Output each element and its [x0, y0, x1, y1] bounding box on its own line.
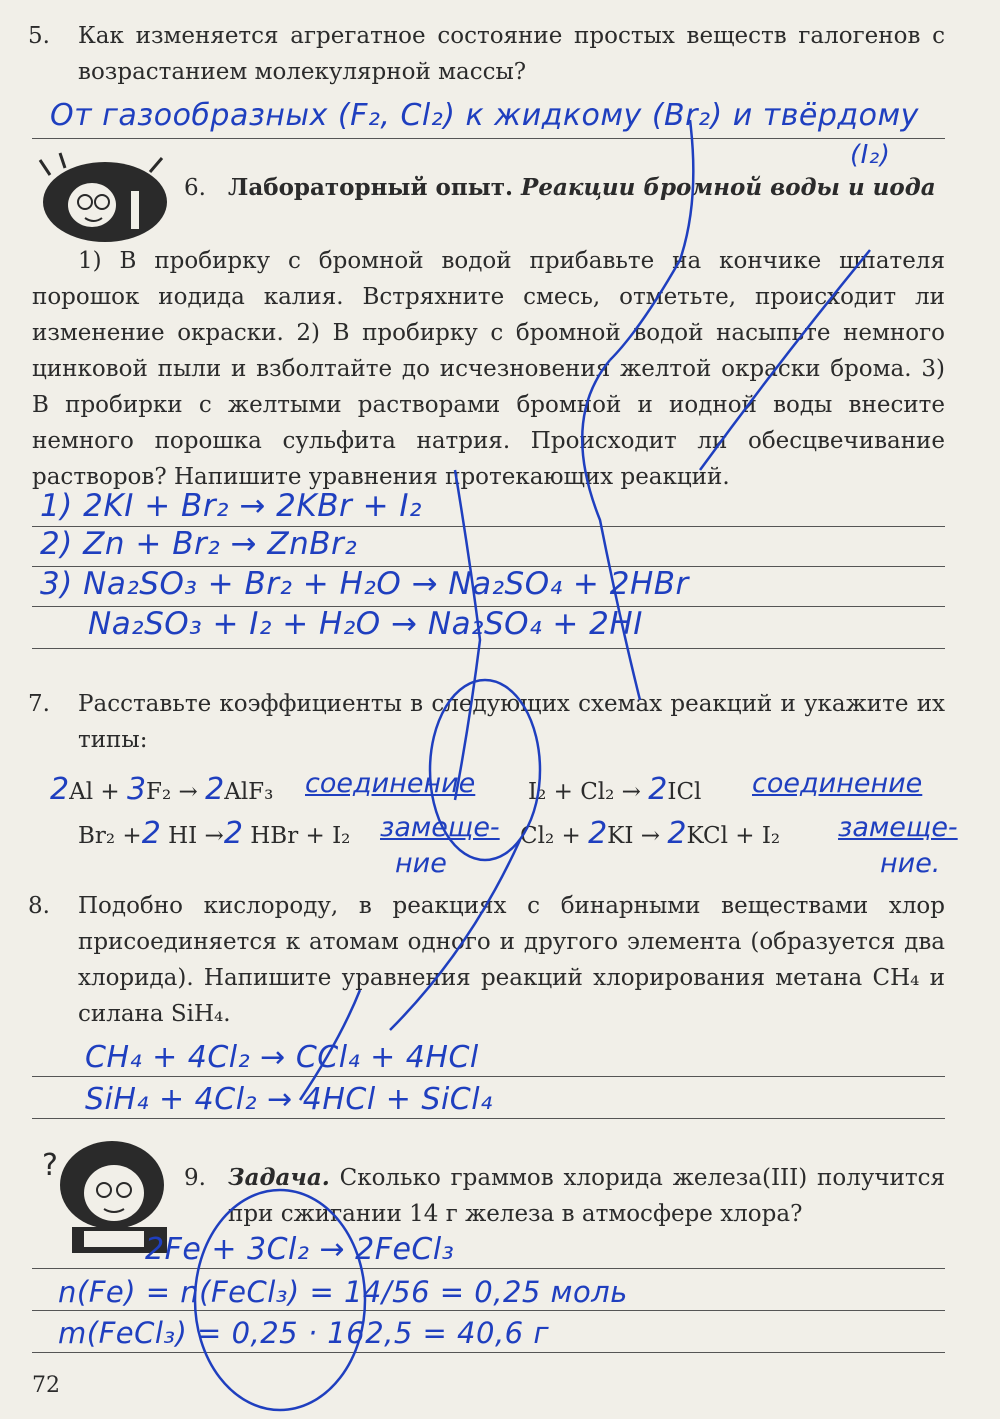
coefficient: 2	[667, 816, 687, 851]
question-5	[28, 18, 945, 90]
task-label: Задача.	[228, 1164, 330, 1191]
answer-9-line-3: m(FeCl₃) = 0,25 · 162,5 = 40,6 г	[58, 1316, 550, 1350]
question-number: 8.	[28, 893, 50, 919]
answer-line	[32, 1352, 945, 1353]
reaction-type-continued: ние.	[880, 848, 941, 879]
equation-row-1b: I₂ + Cl₂ → 2ICl	[528, 772, 702, 807]
reaction-type: замеще-	[838, 812, 958, 843]
svg-text:?: ?	[42, 1148, 58, 1183]
reaction-type: соединение	[305, 768, 476, 799]
question-6-body: 1) В пробирку с бромной водой прибавьте на кончике шпателя порошок иодида калия. Встряхните смесь, отметьте, происходит ли изменение окраски. 2) В пробирку с бромной водой насыпьте немного цинковой пыли и взболтайте до исчезновения желтой окраски брома. 3) В пробирки с желтыми растворами бромной и иодной воды внесите немного порошка сульфита натрия. Происходит ли обесцвечивание растворов? Напишите уравнения протекающих реакций.	[32, 248, 945, 490]
answer-5-line-1: От газообразных (F₂, Cl₂) к жидкому (Br₂) и твёрдому	[50, 98, 919, 133]
coefficient: 2	[588, 816, 608, 851]
question-9	[184, 1160, 945, 1232]
question-number: 5.	[28, 23, 50, 49]
answer-6-line-1: 1) 2KI + Br₂ → 2KBr + I₂	[40, 488, 422, 524]
answer-line	[32, 138, 945, 139]
question-title: Лабораторный опыт.	[228, 174, 514, 201]
equation-row-2: Br₂ +2 HI →2 HBr + I₂	[78, 816, 351, 851]
question-number: 9.	[184, 1165, 206, 1191]
answer-9-line-2: n(Fe) = n(FeCl₃) = 14/56 = 0,25 моль	[58, 1275, 628, 1309]
reaction-type: соединение	[752, 768, 923, 799]
answer-6-line-4: Na₂SO₃ + I₂ + H₂O → Na₂SO₄ + 2HI	[88, 606, 643, 642]
coefficient: 2	[223, 816, 243, 851]
answer-6-line-3: 3) Na₂SO₃ + Br₂ + H₂O → Na₂SO₄ + 2HBr	[40, 566, 689, 602]
reaction-type: замеще-	[380, 812, 500, 843]
question-number: 6.	[184, 175, 206, 201]
coefficient: 2	[648, 772, 668, 807]
question-number: 7.	[28, 691, 50, 717]
show-through-text	[540, 205, 546, 226]
question-text: Как изменяется агрегатное состояние простых веществ галогенов с возрастанием молекулярной массы?	[78, 23, 945, 85]
answer-line	[32, 1076, 945, 1077]
coefficient: 2	[205, 772, 225, 807]
question-6	[184, 170, 945, 206]
question-text: Подобно кислороду, в реакциях с бинарными веществами хлор присоединяется к атомам одного и другого элемента (образуется два хлорида). Напишите уравнения реакций хлорирования метана CH₄ и силана SiH₄.	[78, 893, 945, 1027]
page-number: 72	[32, 1373, 60, 1398]
answer-8-line-1: CH₄ + 4Cl₂ → CCl₄ + 4HCl	[85, 1040, 479, 1075]
answer-line	[32, 1268, 945, 1269]
answer-line	[32, 648, 945, 649]
answer-6-line-2: 2) Zn + Br₂ → ZnBr₂	[40, 526, 358, 562]
answer-line	[32, 1118, 945, 1119]
question-subtitle: Реакции бромной воды и иода	[521, 174, 936, 201]
scientist-illustration	[30, 150, 180, 255]
reaction-type-continued: ние	[395, 848, 447, 879]
coefficient: 2	[141, 816, 161, 851]
question-7	[28, 686, 945, 758]
answer-9-line-1: 2Fe + 3Cl₂ → 2FeCl₃	[145, 1232, 455, 1267]
coefficient: 2	[50, 772, 70, 807]
answer-5-line-2: (I₂)	[850, 140, 891, 170]
question-8	[28, 888, 945, 1032]
answer-line	[32, 1310, 945, 1311]
question-text: Сколько граммов хлорида железа(III) получится при сжигании 14 г железа в атмосфере хлора?	[228, 1165, 946, 1227]
equation-row-2b: Cl₂ + 2KI → 2KCl + I₂	[520, 816, 781, 851]
question-text: Расставьте коэффициенты в следующих схемах реакций и укажите их типы:	[78, 691, 945, 753]
coefficient: 3	[126, 772, 147, 807]
answer-8-line-2: SiH₄ + 4Cl₂ → 4HCl + SiCl₄	[85, 1082, 493, 1117]
equation-row-1: 2Al + 3F₂ → 2AlF₃	[50, 772, 274, 807]
